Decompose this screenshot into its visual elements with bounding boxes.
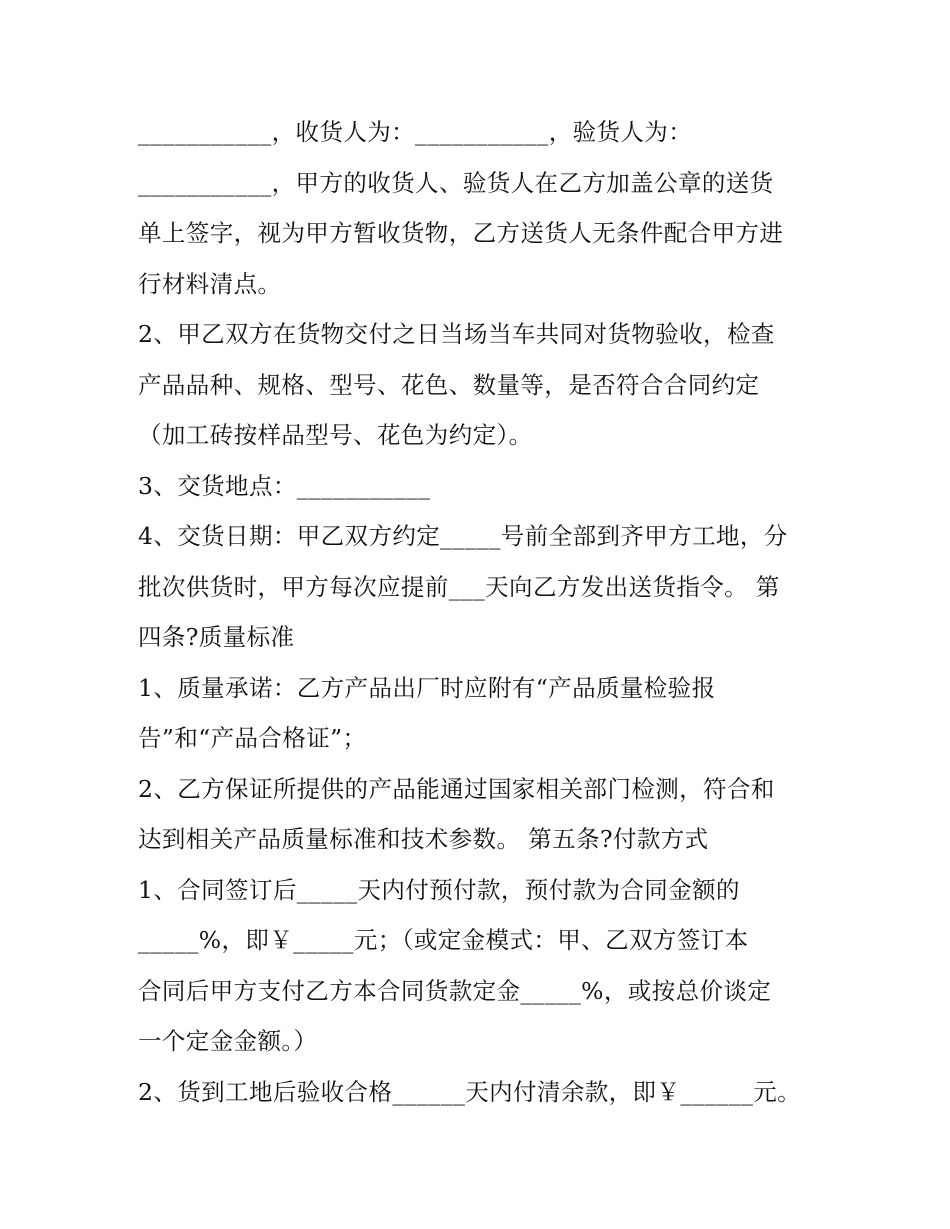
text-line-1: ___________，收货人为：___________，验货人为： <box>138 118 693 146</box>
text-line-13: 告”和“产品合格证”； <box>138 724 367 752</box>
text-line-17: _____%，即￥_____元；（或定金模式：甲、乙双方签订本 <box>138 926 749 954</box>
text-line-19: 一个定金金额。） <box>138 1027 318 1055</box>
text-line-3: 单上签字，视为甲方暂收货物，乙方送货人无条件配合甲方进 <box>138 219 784 247</box>
text-line-5: 2、甲乙双方在货物交付之日当场当车共同对货物验收，检查 <box>138 320 775 348</box>
text-line-6: 产品品种、规格、型号、花色、数量等，是否符合合同约定 <box>138 371 760 399</box>
text-line-10: 批次供货时，甲方每次应提前___天向乙方发出送货指令。 第 <box>138 573 780 601</box>
text-line-12: 1、质量承诺：乙方产品出厂时应附有“产品质量检验报 <box>138 674 716 702</box>
text-line-18: 合同后甲方支付乙方本合同货款定金_____%，或按总价谈定 <box>138 977 772 1005</box>
text-line-16: 1、合同签订后_____天内付预付款，预付款为合同金额的 <box>138 876 740 904</box>
text-line-20: 2、货到工地后验收合格______天内付清余款，即￥______元。 <box>138 1078 802 1106</box>
text-line-14: 2、乙方保证所提供的产品能通过国家相关部门检测，符合和 <box>138 775 775 803</box>
text-line-11: 四条?质量标准 <box>138 623 295 651</box>
text-line-2: ___________，甲方的收货人、验货人在乙方加盖公章的送货 <box>138 169 774 197</box>
text-line-7: （加工砖按样品型号、花色为约定）。 <box>138 421 533 449</box>
text-line-15: 达到相关产品质量标准和技术参数。 第五条?付款方式 <box>138 825 709 853</box>
text-line-9: 4、交货日期：甲乙双方约定_____号前全部到齐甲方工地，分 <box>138 522 788 550</box>
text-line-8: 3、交货地点：___________ <box>138 472 431 500</box>
text-line-4: 行材料清点。 <box>138 270 282 298</box>
